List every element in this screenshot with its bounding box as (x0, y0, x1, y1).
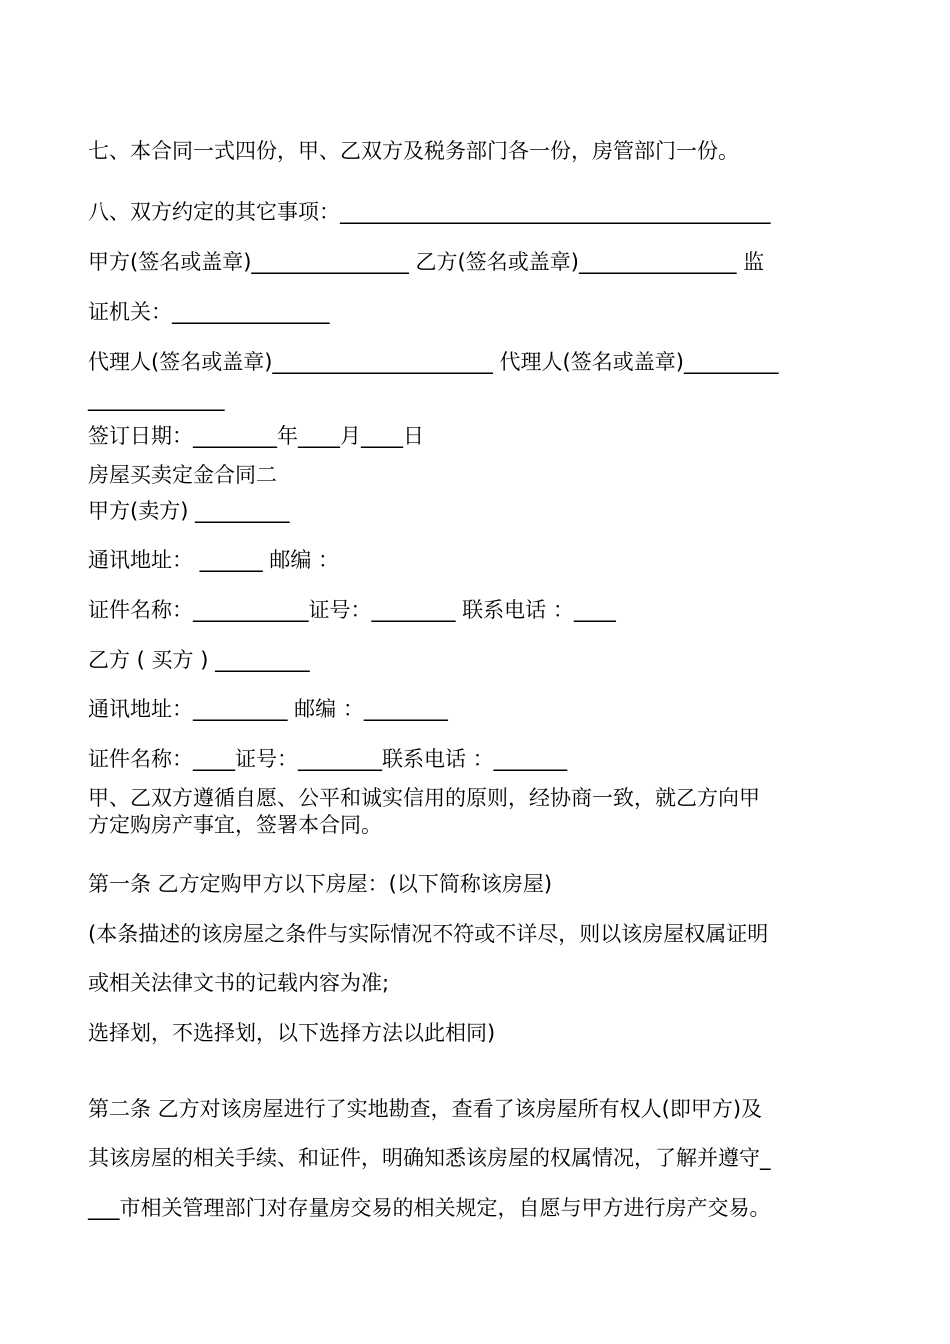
clause-7: 七、本合同一式四份，甲、乙双方及税务部门各一份，房管部门一份。 (88, 139, 739, 163)
contract-title: 房屋买卖定金合同二 (88, 463, 277, 487)
party-a-id: 证件名称：___________证号：________ 联系电话 ：____ (88, 598, 616, 622)
supervising-authority-line: 证机关：_______________ (88, 300, 330, 324)
party-b-id: 证件名称：____证号：________联系电话 ：_______ (88, 747, 568, 771)
preamble-line-1: 甲、乙双方遵循自愿、公平和诚实信用的原则，经协商一致，就乙方向甲 (88, 786, 760, 810)
article-2-line-2: 其该房屋的相关手续、和证件，明确知悉该房屋的权属情况，了解并遵守_ (88, 1146, 771, 1170)
party-a-seller: 甲方(卖方) _________ (88, 499, 290, 523)
clause-8-other-matters: 八、双方约定的其它事项：_________________________________________ (88, 200, 771, 224)
signing-date-line: 签订日期：________年____月____日 (88, 424, 424, 448)
article-1-note-line-3: 选择划，不选择划，以下选择方法以此相同) (88, 1021, 496, 1045)
agent-signature-continuation: _____________ (88, 387, 225, 411)
agent-signature-line: 代理人(签名或盖章)_____________________ 代理人(签名或盖章)_________ (88, 350, 779, 374)
party-b-buyer: 乙方 ( 买方 ) _________ (88, 648, 310, 672)
party-a-address: 通讯地址： ______ 邮编 ： (88, 548, 340, 572)
article-1-note-line-1: (本条描述的该房屋之条件与实际情况不符或不详尽，则以该房屋权属证明 (88, 922, 769, 946)
party-signature-line: 甲方(签名或盖章)_______________ 乙方(签名或盖章)_______________ 监 (88, 250, 765, 274)
preamble-line-2: 方定购房产事宜，签署本合同。 (88, 813, 382, 837)
article-2-line-1: 第二条 乙方对该房屋进行了实地勘查，查看了该房屋所有权人(即甲方)及 (88, 1097, 763, 1121)
party-b-address: 通讯地址：_________ 邮编 ：________ (88, 697, 448, 721)
article-1-note-line-2: 或相关法律文书的记载内容为准; (88, 971, 390, 995)
article-2-line-3: ___市相关管理部门对存量房交易的相关规定，自愿与甲方进行房产交易。 (88, 1196, 771, 1220)
article-1-heading: 第一条 乙方定购甲方以下房屋：(以下简称该房屋) (88, 872, 553, 896)
